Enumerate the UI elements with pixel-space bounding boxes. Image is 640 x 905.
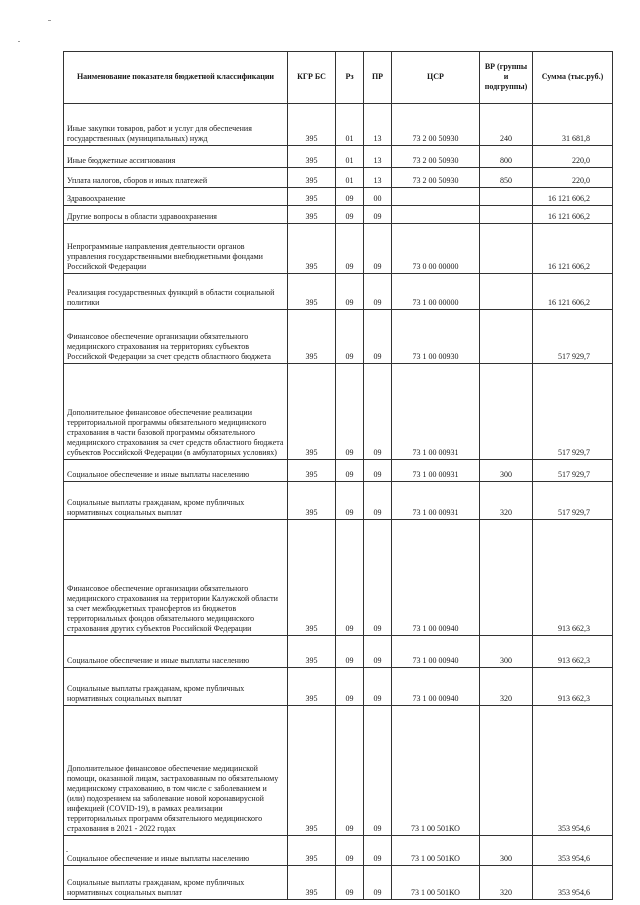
row-csr: 73 1 00 00931 <box>392 460 480 482</box>
row-vr <box>480 188 533 206</box>
row-name: Реализация государственных функций в области социальной политики <box>64 274 288 310</box>
table-row <box>64 482 613 520</box>
row-csr: 73 1 00 501КО <box>392 866 480 900</box>
row-vr: 300 <box>480 460 533 482</box>
table-row <box>64 310 613 364</box>
row-pr: 09 <box>364 364 392 460</box>
row-rz: 09 <box>336 668 364 706</box>
row-sum: 220,0 <box>533 168 613 188</box>
table-row <box>64 188 613 206</box>
row-csr: 73 1 00 00940 <box>392 636 480 668</box>
row-ktr: 395 <box>288 206 336 224</box>
row-pr: 09 <box>364 274 392 310</box>
table-row <box>64 636 613 668</box>
row-vr: 300 <box>480 636 533 668</box>
row-sum: 16 121 606,2 <box>533 206 613 224</box>
row-ktr: 395 <box>288 104 336 146</box>
row-name: Социальные выплаты гражданам, кроме публичных нормативных социальных выплат <box>64 866 288 900</box>
row-sum: 16 121 606,2 <box>533 224 613 274</box>
row-rz: 09 <box>336 310 364 364</box>
row-vr <box>480 206 533 224</box>
row-sum: 220,0 <box>533 146 613 168</box>
row-sum: 913 662,3 <box>533 520 613 636</box>
row-vr <box>480 224 533 274</box>
row-name: Дополнительное финансовое обеспечение медицинской помощи, оказанной лицам, застрахованным по обязательному медицинскому страхованию, в том числе с заболеванием и (или) подозрением на заболевание новой коронавирусной инфекцией (COVID-19), в рамках реализации территориальных программ обязательного медицинского страхования в 2021 - 2022 годах <box>64 706 288 836</box>
row-ktr: 395 <box>288 310 336 364</box>
row-sum: 353 954,6 <box>533 706 613 836</box>
table-row <box>64 146 613 168</box>
header-csr: ЦСР <box>392 52 480 104</box>
row-ktr: 395 <box>288 706 336 836</box>
table-row <box>64 836 613 866</box>
row-rz: 09 <box>336 836 364 866</box>
row-rz: 09 <box>336 706 364 836</box>
row-name: Финансовое обеспечение организации обязательного медицинского страхования на территории Калужской области за счет межбюджетных трансфертов из бюджетов территориальных фондов обязательного медицинского страхования других субъектов Российской Федерации <box>64 520 288 636</box>
table-row <box>64 520 613 636</box>
table-row <box>64 206 613 224</box>
row-vr <box>480 310 533 364</box>
table-header-row <box>64 52 613 104</box>
table-row <box>64 706 613 836</box>
row-rz: 01 <box>336 168 364 188</box>
row-vr: 320 <box>480 866 533 900</box>
row-name: Социальное обеспечение и иные выплаты населению <box>64 460 288 482</box>
budget-table <box>63 51 613 900</box>
row-rz: 09 <box>336 460 364 482</box>
row-vr: 320 <box>480 668 533 706</box>
row-sum: 353 954,6 <box>533 836 613 866</box>
row-csr: 73 0 00 00000 <box>392 224 480 274</box>
row-vr: 300 <box>480 836 533 866</box>
row-sum: 16 121 606,2 <box>533 188 613 206</box>
row-vr: 800 <box>480 146 533 168</box>
row-vr: 850 <box>480 168 533 188</box>
row-csr: 73 1 00 00930 <box>392 310 480 364</box>
row-sum: 517 929,7 <box>533 364 613 460</box>
row-name: Другие вопросы в области здравоохранения <box>64 206 288 224</box>
row-ktr: 395 <box>288 866 336 900</box>
row-ktr: 395 <box>288 364 336 460</box>
row-vr: 240 <box>480 104 533 146</box>
row-name: Непрограммные направления деятельности органов управления государственными внебюджетными фондами Российской Федерации <box>64 224 288 274</box>
row-rz: 01 <box>336 104 364 146</box>
row-csr: 73 1 00 00940 <box>392 520 480 636</box>
row-ktr: 395 <box>288 274 336 310</box>
row-pr: 13 <box>364 168 392 188</box>
header-name: Наименование показателя бюджетной классификации <box>64 52 288 104</box>
row-sum: 517 929,7 <box>533 310 613 364</box>
row-pr: 09 <box>364 636 392 668</box>
header-vr: ВР (группы и подгруппы) <box>480 52 533 104</box>
row-ktr: 395 <box>288 482 336 520</box>
row-ktr: 395 <box>288 636 336 668</box>
row-csr: 73 2 00 50930 <box>392 146 480 168</box>
table-row <box>64 460 613 482</box>
row-csr: 73 1 00 501КО <box>392 706 480 836</box>
row-csr: 73 1 00 501КО <box>392 836 480 866</box>
row-name: Финансовое обеспечение организации обязательного медицинского страхования на территориях субъектов Российской Федерации за счет средств областного бюджета <box>64 310 288 364</box>
row-ktr: 395 <box>288 668 336 706</box>
row-csr: 73 1 00 00000 <box>392 274 480 310</box>
row-name: Социальные выплаты гражданам, кроме публичных нормативных социальных выплат <box>64 482 288 520</box>
row-vr <box>480 706 533 836</box>
row-pr: 09 <box>364 836 392 866</box>
header-sum: Сумма (тыс.руб.) <box>533 52 613 104</box>
row-rz: 09 <box>336 364 364 460</box>
row-pr: 09 <box>364 706 392 836</box>
row-name: Здравоохранение <box>64 188 288 206</box>
row-pr: 09 <box>364 520 392 636</box>
row-name: Социальные выплаты гражданам, кроме публичных нормативных социальных выплат <box>64 668 288 706</box>
row-name: Социальное обеспечение и иные выплаты населению <box>64 836 288 866</box>
header-ktr: КГР БС <box>288 52 336 104</box>
row-pr: 13 <box>364 146 392 168</box>
row-name: Уплата налогов, сборов и иных платежей <box>64 168 288 188</box>
row-rz: 09 <box>336 274 364 310</box>
table-row <box>64 104 613 146</box>
row-rz: 09 <box>336 188 364 206</box>
row-sum: 31 681,8 <box>533 104 613 146</box>
row-pr: 09 <box>364 310 392 364</box>
table-row <box>64 274 613 310</box>
row-pr: 09 <box>364 206 392 224</box>
table-row <box>64 866 613 900</box>
row-vr <box>480 274 533 310</box>
row-sum: 16 121 606,2 <box>533 274 613 310</box>
table-row <box>64 224 613 274</box>
row-sum: 353 954,6 <box>533 866 613 900</box>
table-row <box>64 364 613 460</box>
row-name: Социальное обеспечение и иные выплаты населению <box>64 636 288 668</box>
row-csr: 73 1 00 00931 <box>392 364 480 460</box>
row-rz: 09 <box>336 482 364 520</box>
row-sum: 913 662,3 <box>533 636 613 668</box>
row-pr: 09 <box>364 866 392 900</box>
row-ktr: 395 <box>288 224 336 274</box>
row-csr <box>392 206 480 224</box>
table-row <box>64 168 613 188</box>
row-ktr: 395 <box>288 168 336 188</box>
row-rz: 09 <box>336 206 364 224</box>
row-ktr: 395 <box>288 188 336 206</box>
header-pr: ПР <box>364 52 392 104</box>
table-row <box>64 668 613 706</box>
row-sum: 913 662,3 <box>533 668 613 706</box>
row-sum: 517 929,7 <box>533 482 613 520</box>
scan-speck <box>48 20 51 21</box>
row-rz: 09 <box>336 224 364 274</box>
row-csr: 73 2 00 50930 <box>392 104 480 146</box>
row-csr: 73 1 00 00940 <box>392 668 480 706</box>
header-rz: Рз <box>336 52 364 104</box>
row-pr: 00 <box>364 188 392 206</box>
row-sum: 517 929,7 <box>533 460 613 482</box>
row-ktr: 395 <box>288 146 336 168</box>
row-name: Иные закупки товаров, работ и услуг для обеспечения государственных (муниципальных) нужд <box>64 104 288 146</box>
row-pr: 09 <box>364 224 392 274</box>
row-csr: 73 2 00 50930 <box>392 168 480 188</box>
row-ktr: 395 <box>288 520 336 636</box>
row-pr: 13 <box>364 104 392 146</box>
row-ktr: 395 <box>288 836 336 866</box>
row-pr: 09 <box>364 460 392 482</box>
row-name: Иные бюджетные ассигнования <box>64 146 288 168</box>
row-rz: 09 <box>336 866 364 900</box>
row-vr <box>480 520 533 636</box>
scan-speck <box>18 41 20 42</box>
row-pr: 09 <box>364 482 392 520</box>
row-rz: 09 <box>336 520 364 636</box>
row-rz: 09 <box>336 636 364 668</box>
row-pr: 09 <box>364 668 392 706</box>
row-rz: 01 <box>336 146 364 168</box>
row-csr: 73 1 00 00931 <box>392 482 480 520</box>
row-vr: 320 <box>480 482 533 520</box>
row-ktr: 395 <box>288 460 336 482</box>
row-csr <box>392 188 480 206</box>
row-name: Дополнительное финансовое обеспечение реализации территориальной программы обязательного медицинского страхования в части базовой программы обязательного медицинского страхования за счет средств областного бюджета субъектов Российской Федерации (в амбулаторных условиях) <box>64 364 288 460</box>
row-vr <box>480 364 533 460</box>
